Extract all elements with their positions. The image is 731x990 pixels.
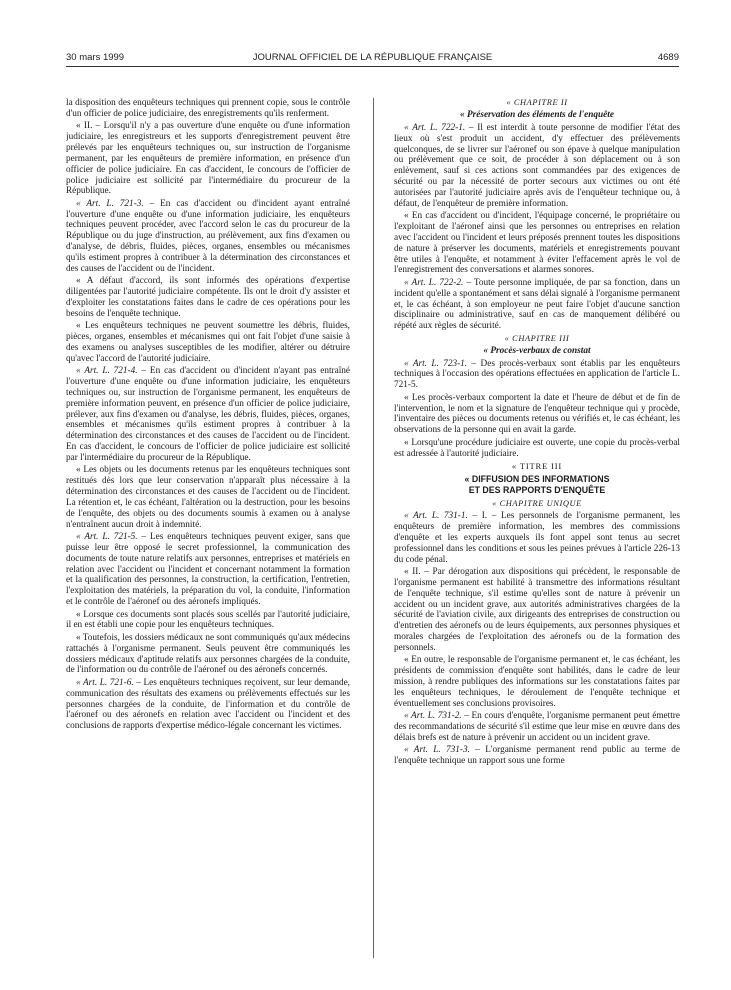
page-header: [66, 52, 679, 66]
paragraph: « En cas d'accident ou d'incident, l'équipage concerné, le propriétaire ou l'exploitant de l'aéronef ainsi que les personnes ou entreprises en relation avec l'accident ou l'incident et leurs préposés prennent toutes les dispositions de nature à préserver les documents, matériels et enregistrements pouvant être utiles à l'enquête, et notamment à éviter l'effacement après le vol de l'enregistrement des conversations et alarmes sonores.: [394, 211, 680, 276]
paragraph: « A défaut d'accord, ils sont informés des opérations d'expertise diligentées par l'autorité judiciaire compétente. Ils ont le droit d'y assister et d'exploiter les constatations faites dans le cadre de ces opérations pour les besoins de l'enquête technique.: [66, 276, 350, 319]
article-paragraph: [394, 123, 680, 210]
article-paragraph: [66, 532, 350, 608]
article-text: – Il est interdit à toute personne de modifier l'état des lieux où s'est produit un accident, d'y effectuer des prélèvements quelconques, de se livrer sur l'aéronef ou son épave à quelque manipulation ou prélèvement que ce soit, de procéder à son déplacement ou à son enlèvement, sauf si ces actions sont commandées par des exigences de sécurité ou par la nécessité de porter secours aux victimes ou ont été autorisées par l'autorité judiciaire après avis de l'enquêteur technique ou, à défaut, de l'enquêteur de première information.: [394, 122, 680, 209]
article-ref: « Art. L. 721-3.: [76, 198, 144, 209]
article-ref: « Art. L. 731-2.: [404, 711, 462, 722]
article-ref: « Art. L. 721-5.: [76, 532, 138, 543]
article-ref: « Art. L. 722-1.: [404, 122, 466, 133]
paragraph: « En outre, le responsable de l'organisme permanent et, le cas échéant, les présidents de commission d'enquête sont habilités, dans le cadre de leur mission, à rendre publiques des informations sur les constatations faites par les enquêteurs techniques, le déroulement de l'enquête technique et éventuellement ses conclusions provisoires.: [394, 655, 680, 709]
paragraph: « Lorsqu'une procédure judiciaire est ouverte, une copie du procès-verbal est adressée à l'autorité judiciaire.: [394, 437, 680, 459]
header-rule: [66, 66, 679, 67]
chapter-heading: « CHAPITRE II: [506, 98, 568, 107]
right-column: [394, 98, 680, 958]
chapter-heading: « CHAPITRE III: [504, 333, 570, 343]
article-text: – En cas d'accident ou d'incident n'ayant pas entraîné l'ouverture d'une enquête ou d'une information judiciaire, les enquêteurs techniques ou, sur instruction de l'organisme permanent, les enquêteurs de première information peuvent, en présence d'un officier de police judiciaire, prélever, aux fins d'examen ou d'analyse, les débris, fluides, pièces, organes, ensembles et mécanismes qu'ils estiment propres à contribuer à la détermination des circonstances et des causes de l'accident ou de l'incident. En cas d'accident, le concours de l'officier de police judiciaire est sollicité par l'intermédiaire du procureur de la République.: [66, 366, 350, 463]
article-paragraph: [66, 366, 350, 464]
article-ref: « Art. L. 723-1.: [404, 358, 468, 369]
article-paragraph: [394, 711, 680, 744]
article-paragraph: [394, 359, 680, 392]
article-text: – Des procès-verbaux sont établis par les enquêteurs techniques à l'occasion des opérations effectuées en application de l'article L. 721-5.: [394, 358, 680, 391]
article-text: – Les enquêteurs techniques reçoivent, sur leur demande, communication des résultats des examens ou prélèvements effectués sur les personnes chargées de la conduite, de l'information et du contrôle de l'aéronef ou des aéronefs en relation avec l'accident ou l'incident et des conclusions de rapports d'expertise médico-légale concernant les victimes.: [66, 677, 350, 732]
chapter-title: « Procès-verbaux de constat: [483, 346, 591, 357]
article-ref: « Art. L. 722-2.: [404, 277, 464, 288]
paragraph: « II. – Par dérogation aux dispositions qui précèdent, le responsable de l'organisme permanent est habilité à transmettre des informations résultant de l'enquête technique, s'il estime qu'elles sont de nature à prévenir un accident ou un incident grave, aux autorités administratives chargées de la sécurité de l'aviation civile, aux dirigeants des entreprises de construction ou d'entretien des aéronefs ou de leurs équipements, aux personnes physiques et morales chargées de l'exploitation des aéronefs ou de la formation des personnels.: [394, 567, 680, 653]
article-text: – Les enquêteurs techniques peuvent exiger, sans que puisse leur être opposé le secret professionnel, la communication des documents de toute nature relatifs aux personnes, entreprises et matériels en relation avec l'accident ou l'incident et concernant notamment la formation et la qualification des personnes, la construction, la certification, l'entretien, l'exploitation des matériels, la préparation du vol, la conduite, l'information et le contrôle de l'aéronef ou des aéronefs impliqués.: [66, 532, 350, 608]
paragraph: « Les enquêteurs techniques ne peuvent soumettre les débris, fluides, pièces, organes, ensembles et mécanismes qui ont fait l'objet d'une saisie à des examens ou analyses susceptibles de les modifier, altérer ou détruire qu'avec l'accord de l'autorité judiciaire.: [66, 321, 350, 364]
article-paragraph: [394, 278, 680, 332]
article-paragraph: [394, 511, 680, 565]
left-column: [66, 98, 350, 958]
paragraph: « Lorsque ces documents sont placés sous scellés par l'autorité judiciaire, il en est établi une copie pour les enquêteurs techniques.: [66, 609, 350, 631]
article-text: – Toute personne impliquée, de par sa fonction, dans un incident qu'elle a spontanément et sans délai signalé à l'organisme permanent et, le cas échéant, à son employeur ne peut faire l'objet d'aucune sanction disciplinaire ou administrative, sauf en cas de manquement délibéré ou répété aux règles de sécurité.: [394, 277, 680, 332]
chapter-title: « Préservation des éléments de l'enquête: [460, 110, 614, 121]
article-ref: « Art. L. 731-1.: [404, 511, 468, 522]
title-name-line: ET DES RAPPORTS D'ENQUÊTE: [468, 484, 606, 495]
article-paragraph: [66, 678, 350, 732]
paragraph: « Toutefois, les dossiers médicaux ne sont communiqués qu'aux médecins rattachés à l'organisme permanent. Seuls peuvent être communiqués les dossiers médicaux d'aptitude relatifs aux personnes chargées de la conduite, de l'information ou du contrôle de l'aéronef ou des aéronefs concernés.: [66, 632, 350, 676]
article-text: – En cas d'accident ou d'incident ayant entraîné l'ouverture d'une enquête ou d'une information judiciaire, les enquêteurs techniques peuvent procéder, avec l'accord selon le cas du procureur de la République ou du juge d'instruction, au prélèvement, aux fins d'examen ou d'analyse, de débris, fluides, pièces, organes, ensembles ou mécanismes qu'ils estiment propres à contribuer à la détermination des circonstances et des causes de l'accident ou de l'incident.: [66, 198, 350, 274]
title-heading: « TITRE III: [511, 460, 563, 471]
paragraph: « Les procès-verbaux comportent la date et l'heure de début et de fin de l'intervention, le nom et la signature de l'enquêteur technique qui y procède, l'inventaire des pièces ou documents retenus ou vérifiés et, le cas échéant, les observations de la personne qui en avait la garde.: [394, 392, 680, 436]
paragraph: la disposition des enquêteurs techniques qui prennent copie, sous le contrôle d'un officier de police judiciaire, des enregistrements qu'ils renferment.: [66, 98, 350, 119]
article-text: – I. – Les personnels de l'organisme permanent, les enquêteurs de première information, les membres des commissions d'enquête et les experts auxquels ils font appel sont tenus au secret professionnel dans les conditions et sous les peines prévues à l'article 226-13 du code pénal.: [394, 511, 680, 565]
journal-title: JOURNAL OFFICIEL DE LA RÉPUBLIQUE FRANÇAISE: [252, 52, 493, 63]
issue-date: 30 mars 1999: [66, 52, 125, 63]
article-ref: « Art. L. 721-6.: [76, 677, 134, 688]
chapter-heading: « CHAPITRE UNIQUE: [492, 498, 582, 508]
article-paragraph: [394, 745, 680, 767]
paragraph: « II. – Lorsqu'il n'y a pas ouverture d'une enquête ou d'une information judiciaire, les enregistreurs et les supports d'enregistrement peuvent être prélevés par les enquêteurs techniques ou, sur instruction de l'organisme permanent, par les enquêteurs de première information, en présence d'un officier de police judiciaire. En cas d'accident, le concours de l'officier de police judiciaire est sollicité par l'intermédiaire du procureur de la République.: [66, 121, 350, 197]
paragraph: « Les objets ou les documents retenus par les enquêteurs techniques sont restitués dès lors que leur conservation n'apparaît plus nécessaire à la détermination des circonstances et des causes de l'accident ou de l'incident. La rétention et, le cas échéant, l'altération ou la destruction, pour les besoins de l'enquête, des objets ou des documents soumis à examen ou à analyse n'entraînent aucun droit à indemnité.: [66, 465, 350, 530]
title-name: [394, 474, 680, 496]
column-divider: [373, 98, 374, 958]
article-ref: « Art. L. 731-3.: [404, 745, 470, 756]
article-ref: « Art. L. 721-4.: [76, 366, 138, 377]
article-text: – En cours d'enquête, l'organisme permanent peut émettre des recommandations de sécurité s'il estime que leur mise en œuvre dans des délais brefs est de nature à prévenir un accident ou un incident grave.: [394, 711, 680, 743]
article-paragraph: [66, 199, 350, 275]
page-number: 4689: [657, 52, 679, 63]
article-text: – L'organisme permanent rend public au terme de l'enquête technique un rapport sous une forme: [394, 745, 680, 767]
title-name-line: « DIFFUSION DES INFORMATIONS: [464, 473, 610, 484]
